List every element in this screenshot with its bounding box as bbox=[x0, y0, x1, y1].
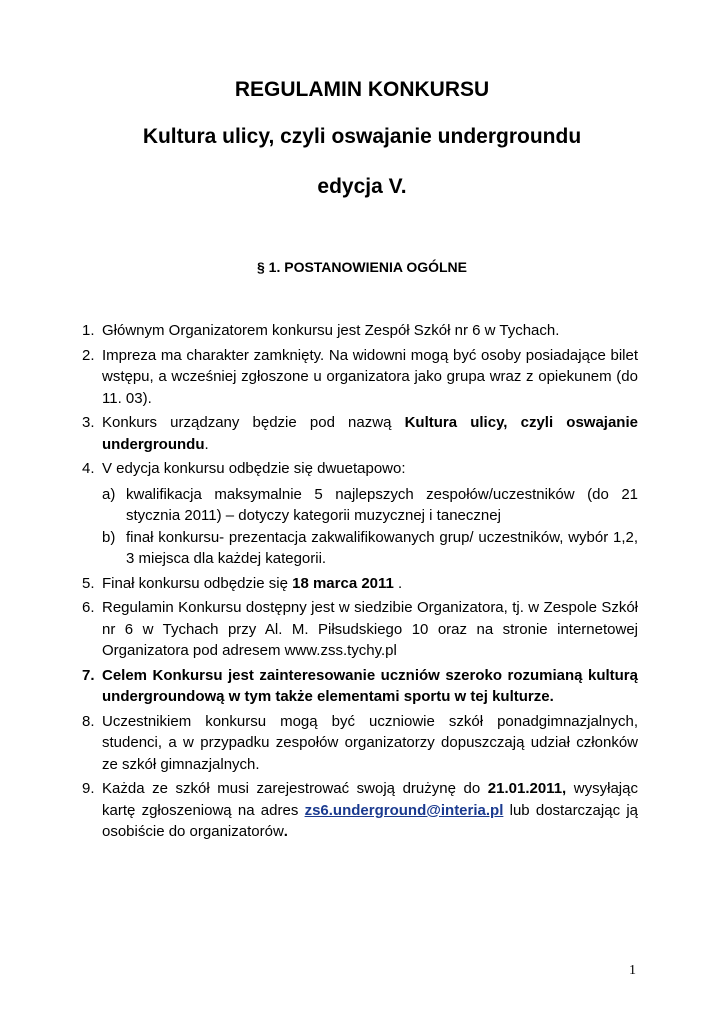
item-number: 7. bbox=[82, 666, 95, 684]
list-item bbox=[82, 412, 638, 455]
item-number: 2. bbox=[82, 346, 95, 364]
item-number: 9. bbox=[82, 780, 95, 797]
item-text: Finał konkursu odbędzie się bbox=[102, 574, 293, 592]
list-item bbox=[82, 711, 638, 776]
sub-item-letter: a) bbox=[102, 485, 116, 503]
sub-item-text: kwalifikacja maksymalnie 5 najlepszych zespołów/uczestników (do 21 stycznia 2011) – dotyczy kategorii muzycznej i tanecznej bbox=[126, 485, 638, 524]
item-text: . bbox=[204, 435, 209, 453]
item-number: 4. bbox=[82, 460, 95, 477]
item-number: 6. bbox=[82, 599, 95, 616]
stages-sublist bbox=[102, 484, 638, 570]
edition-label: edycja V. bbox=[317, 175, 407, 198]
item-text: Głównym Organizatorem konkursu jest Zespół Szkół nr 6 w Tychach. bbox=[102, 322, 560, 339]
list-item bbox=[82, 778, 638, 843]
item-text: Każda ze szkół musi zarejestrować swoją drużynę do bbox=[102, 780, 488, 797]
item-text: Konkurs urządzany będzie pod nazwą bbox=[102, 414, 405, 431]
item-text: . bbox=[283, 823, 288, 840]
list-item bbox=[82, 458, 638, 570]
list-item bbox=[82, 573, 638, 595]
list-item bbox=[82, 345, 638, 410]
item-number: 8. bbox=[82, 712, 95, 730]
list-item bbox=[82, 597, 638, 662]
item-text: Impreza ma charakter zamknięty. Na widowni mogą być osoby posiadające bilet wstępu, a wcześniej zgłoszone u organizatora jako grupa wraz z opiekunem (do 11. 03). bbox=[102, 346, 638, 407]
item-text: Regulamin Konkursu dostępny jest w siedzibie Organizatora, tj. w Zespole Szkół nr 6 w Tychach przy Al. M. Piłsudskiego 10 oraz na stronie internetowej Organizatora pod adresem www.zss.tychy.pl bbox=[102, 599, 638, 659]
item-number: 3. bbox=[82, 414, 95, 431]
final-date: 18 marca 2011 bbox=[292, 574, 394, 592]
contest-name: Kultura ulicy, czyli oswajanie undergroundu bbox=[142, 125, 582, 148]
document-title: REGULAMIN KONKURSU bbox=[234, 78, 490, 101]
item-number: 1. bbox=[82, 322, 95, 339]
page-number: 1 bbox=[629, 963, 636, 978]
sub-item-letter: b) bbox=[102, 528, 116, 546]
list-item bbox=[82, 665, 638, 708]
item-text: wysyłając kartę zgłoszeniową na adres bbox=[102, 780, 638, 819]
contest-name-inline: Kultura ulicy, czyli oswajanie undergroundu bbox=[102, 414, 638, 453]
sub-list-item bbox=[102, 527, 638, 570]
list-item bbox=[82, 320, 638, 342]
email-link[interactable]: zs6.underground@interia.pl bbox=[304, 801, 504, 819]
sub-list-item bbox=[102, 484, 638, 527]
item-number: 5. bbox=[82, 574, 95, 592]
sub-item-text: finał konkursu- prezentacja zakwalifikowanych grup/ uczestników, wybór 1,2, 3 miejsca dla każdej kategorii. bbox=[126, 528, 638, 567]
registration-deadline: 21.01.2011, bbox=[487, 780, 567, 797]
item-text: . bbox=[393, 574, 403, 592]
section-heading: § 1. POSTANOWIENIA OGÓLNE bbox=[256, 259, 468, 275]
item-text: Celem Konkursu jest zainteresowanie uczniów szeroko rozumianą kulturą undergroundową w tym także elementami sportu w tej kulturze. bbox=[102, 666, 638, 705]
item-text: lub dostarczając ją osobiście do organizatorów bbox=[102, 801, 638, 840]
rules-list bbox=[82, 320, 638, 846]
item-text: Uczestnikiem konkursu mogą być uczniowie szkół ponadgimnazjalnych, studenci, a w przypadku zespołów organizatorzy dopuszczają udział członków ze szkół gimnazjalnych. bbox=[102, 712, 638, 773]
item-text: V edycja konkursu odbędzie się dwuetapowo: bbox=[102, 460, 406, 477]
